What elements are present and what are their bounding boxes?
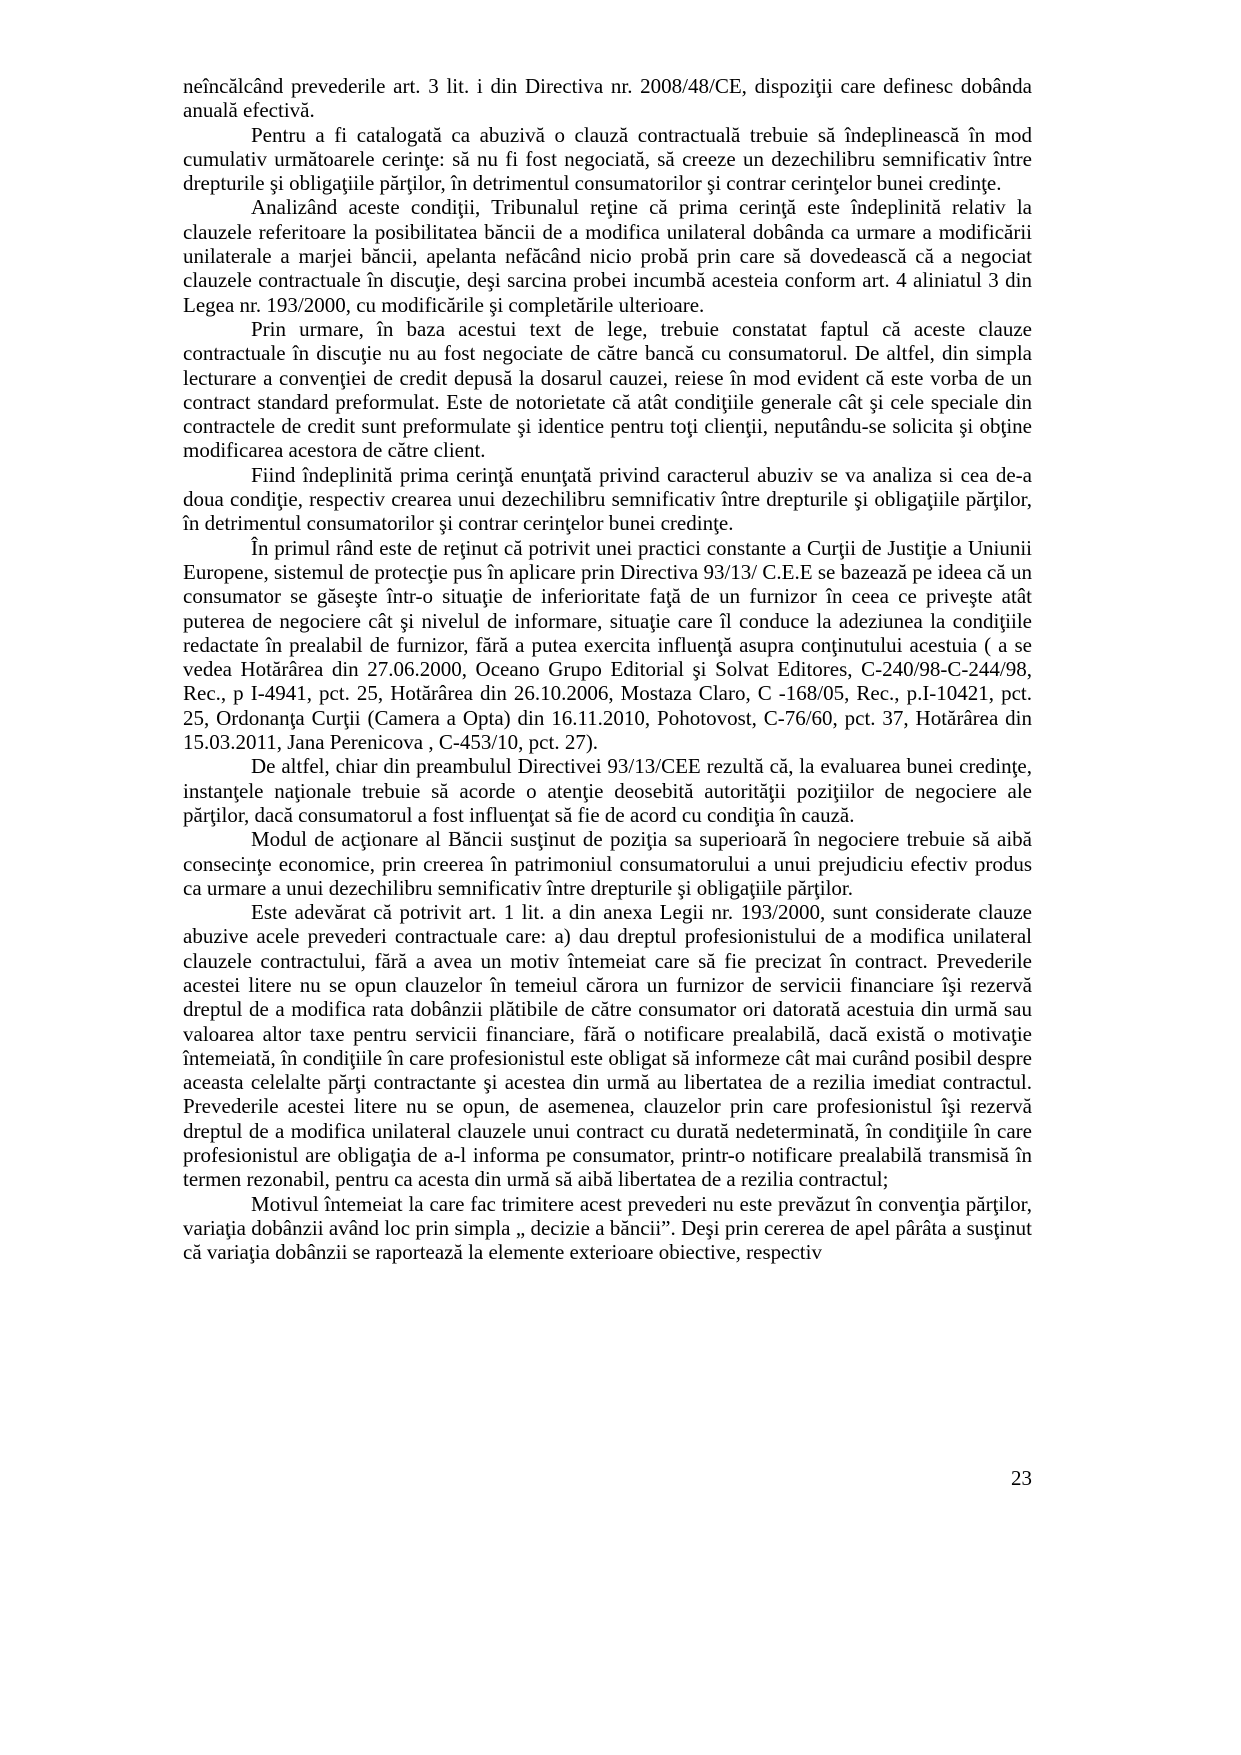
body-text xyxy=(183,74,1032,1265)
paragraph: Motivul întemeiat la care fac trimitere acest prevederi nu este prevăzut în convenţia părţilor, variaţia dobânzii având loc prin simpla „ decizie a băncii”. Deşi prin cererea de apel pârâta a susţinut că variaţia dobânzii se raportează la elemente exterioare obiective, respectiv xyxy=(183,1191,1032,1265)
paragraph: De altfel, chiar din preambulul Directivei 93/13/CEE rezultă că, la evaluarea bunei credinţe, instanţele naţionale trebuie să acorde o atenţie deosebită autorităţii poziţiilor de negociere ale părţilor, dacă consumatorul a fost influenţat să fie de acord cu condiţia în cauză. xyxy=(183,754,1032,827)
paragraph: Fiind îndeplinită prima cerinţă enunţată privind caracterul abuziv se va analiza si cea de-a doua condiţie, respectiv crearea unui dezechilibru semnificativ între drepturile şi obligaţiile părţilor, în detrimentul consumatorilor şi contrar cerinţelor bunei credinţe. xyxy=(183,462,1032,536)
paragraph: Modul de acţionare al Băncii susţinut de poziţia sa superioară în negociere trebuie să aibă consecinţe economice, prin creerea în patrimoniul consumatorului a unui prejudiciu efectiv produs ca urmare a unui dezechilibru semnificativ între drepturile şi obligaţiile părţilor. xyxy=(183,827,1032,900)
paragraph: Analizând aceste condiţii, Tribunalul reţine că prima cerinţă este îndeplinită relativ la clauzele referitoare la posibilitatea băncii de a modifica unilateral dobânda ca urmare a modificării unilaterale a marjei băncii, apelanta nefăcând nicio probă prin care să dovedească că a negociat clauzele contractuale în discuţie, deşi sarcina probei incumbă acesteia conform art. 4 aliniatul 3 din Legea nr. 193/2000, cu modificările şi completările ulterioare. xyxy=(183,195,1032,317)
paragraph: Prin urmare, în baza acestui text de lege, trebuie constatat faptul că aceste clauze contractuale în discuţie nu au fost negociate de către bancă cu consumatorul. De altfel, din simpla lecturare a convenţiei de credit depusă la dosarul cauzei, reiese în mod evident că este vorba de un contract standard preformulat. Este de notorietate că atât condiţiile generale cât şi cele speciale din contractele de credit sunt preformulate şi identice pentru toţi clienţii, neputându-se solicita şi obţine modificarea acestora de către client. xyxy=(183,316,1032,463)
paragraph: Pentru a fi catalogată ca abuzivă o clauză contractuală trebuie să îndeplinească în mod cumulativ următoarele cerinţe: să nu fi fost negociată, să creeze un dezechilibru semnificativ între drepturile şi obligaţiile părţilor, în detrimentul consumatorilor şi contrar cerinţelor bunei credinţe. xyxy=(183,122,1032,196)
page-number: 23 xyxy=(1011,1466,1032,1490)
paragraph: Este adevărat că potrivit art. 1 lit. a din anexa Legii nr. 193/2000, sunt considerate clauze abuzive acele prevederi contractuale care: a) dau dreptul profesionistului de a modifica unilateral clauzele contractului, fără a avea un motiv întemeiat care să fie precizat în contract. Prevederile acestei litere nu se opun clauzelor în temeiul cărora un furnizor de servicii financiare îşi rezervă dreptul de a modifica rata dobânzii plătibile de către consumator ori datorată acestuia din urmă sau valoarea altor taxe pentru servicii financiare, fără o notificare prealabilă, dacă există o motivaţie întemeiată, în condiţiile în care profesionistul este obligat să informeze cât mai curând posibil despre aceasta celelalte părţi contractante şi acestea din urmă au libertatea de a rezilia imediat contractul. Prevederile acestei litere nu se opun, de asemenea, clauzelor prin care profesionistul îşi rezervă dreptul de a modifica unilateral clauzele unui contract cu durată nedeterminată, în condiţiile în care profesionistul are obligaţia de a-l informa pe consumator, printr-o notificare prealabilă transmisă în termen rezonabil, pentru ca acesta din urmă să aibă libertatea de a rezilia contractul; xyxy=(183,900,1032,1192)
paragraph: În primul rând este de reţinut că potrivit unei practici constante a Curţii de Justiţie a Uniunii Europene, sistemul de protecţie pus în aplicare prin Directiva 93/13/ C.E.E se bazează pe ideea că un consumator se găseşte într-o situaţie de inferioritate faţă de un furnizor în ceea ce priveşte atât puterea de negociere cât şi nivelul de informare, situaţie care îl conduce la adeziunea la condiţiile redactate în prealabil de furnizor, fără a putea exercita influenţă asupra conţinutului acestuia ( a se vedea Hotărârea din 27.06.2000, Oceano Grupo Editorial şi Solvat Editores, C-240/98-C-244/98, Rec., p I-4941, pct. 25, Hotărârea din 26.10.2006, Mostaza Claro, C -168/05, Rec., p.I-10421, pct. 25, Ordonanţa Curţii (Camera a Opta) din 16.11.2010, Pohotovost, C-76/60, pct. 37, Hotărârea din 15.03.2011, Jana Perenicova , C-453/10, pct. 27). xyxy=(183,535,1032,755)
paragraph: neîncălcând prevederile art. 3 lit. i din Directiva nr. 2008/48/CE, dispoziţii care definesc dobânda anuală efectivă. xyxy=(183,74,1032,123)
